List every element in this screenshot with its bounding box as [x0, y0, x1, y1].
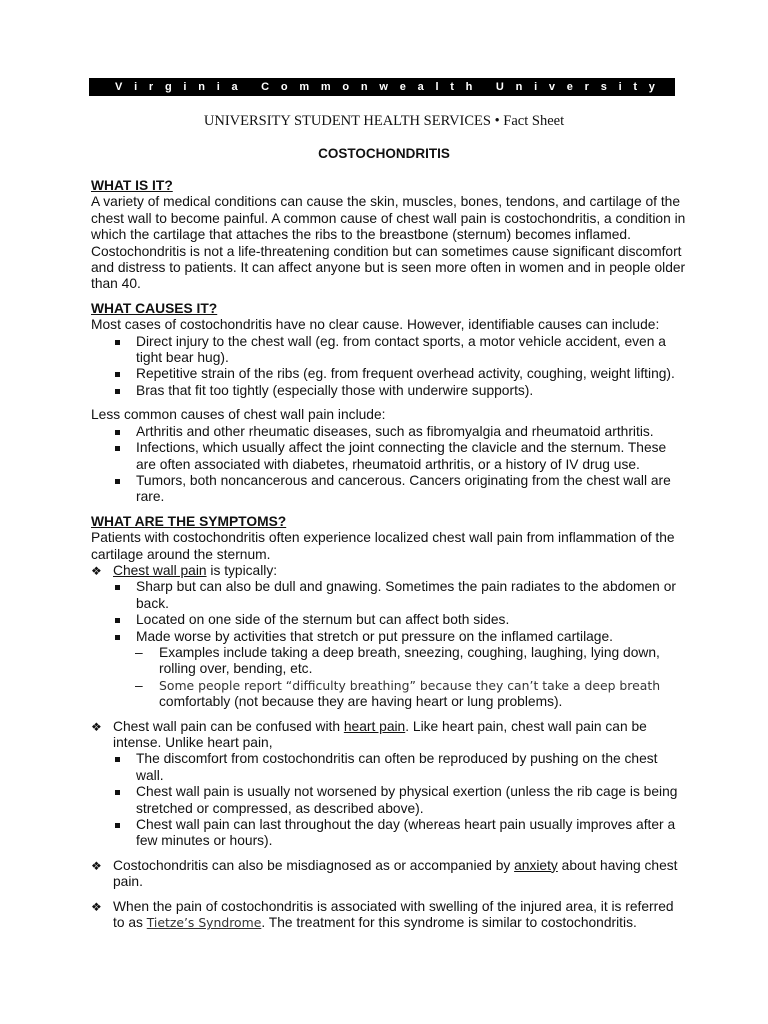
banner-letter: r	[148, 81, 154, 93]
banner-letter: l	[435, 81, 439, 93]
list-item: Infections, which usually affect the joint connecting the clavicle and the sternum. These are often associated with diabetes, rheumatoid arthritis, or a history of IV drug use.	[91, 440, 686, 473]
symptoms-list	[91, 719, 686, 752]
banner-letter: t	[633, 81, 638, 93]
banner-letter: C	[261, 81, 270, 93]
list-item	[91, 719, 686, 752]
banner-letter: U	[495, 81, 504, 93]
list-item	[91, 858, 686, 891]
section-paragraph: Less common causes of chest wall pain include:	[91, 407, 386, 423]
diamond-bullet-icon: ❖	[91, 858, 102, 873]
list-item	[91, 899, 686, 932]
banner-letter: i	[216, 81, 220, 93]
list-item: The discomfort from costochondritis can often be reproduced by pushing on the chest wall.	[91, 751, 686, 784]
banner-letter: n	[515, 81, 523, 93]
sub-list-item	[91, 678, 686, 711]
banner-letter: i	[618, 81, 622, 93]
banner-letter: o	[342, 81, 350, 93]
banner-letter: g	[164, 81, 172, 93]
list-item: Arthritis and other rheumatic diseases, such as fibromyalgia and rheumatoid arthritis.	[91, 424, 686, 440]
banner-letter: a	[417, 81, 424, 93]
banner-letter: s	[600, 81, 607, 93]
banner-letter: r	[584, 81, 589, 93]
diamond-bullet-icon: ❖	[91, 899, 102, 914]
document-body	[91, 178, 686, 931]
sub-list-item: – Examples include taking a deep breath, sneezing, coughing, laughing, lying down, rolling over, bending, etc.	[91, 645, 686, 678]
document-title: COSTOCHONDRITIS	[318, 146, 450, 161]
symptoms-list	[91, 563, 686, 579]
banner-letter: o	[280, 81, 288, 93]
list-item: Sharp but can also be dull and gnawing. Sometimes the pain radiates to the abdomen or back.	[91, 579, 686, 612]
list-item: Tumors, both noncancerous and cancerous. Cancers originating from the chest wall are rare.	[91, 473, 686, 506]
list-item-text: Costochondritis can also be misdiagnosed as or accompanied by	[113, 857, 515, 873]
banner-letter: h	[465, 81, 473, 93]
banner-letter: y	[648, 81, 655, 93]
banner-letter: a	[231, 81, 238, 93]
banner-letter: m	[320, 81, 331, 93]
list-item: Repetitive strain of the ribs (eg. from frequent overhead activity, coughing, weight lifting).	[91, 366, 686, 382]
list-item: Located on one side of the sternum but can affect both sides.	[91, 612, 686, 628]
section-heading-symptoms: WHAT ARE THE SYMPTOMS?	[91, 513, 287, 529]
banner-letter: w	[379, 81, 388, 93]
diamond-bullet-icon: ❖	[91, 719, 102, 734]
list-item: Chest wall pain can last throughout the day (whereas heart pain usually improves after a few minutes or hours).	[91, 817, 686, 850]
anxiety-link[interactable]: anxiety	[514, 857, 558, 873]
causes-list	[91, 334, 686, 400]
list-item: Bras that fit too tightly (especially those with underwire supports).	[91, 383, 686, 399]
less-common-causes-list	[91, 424, 686, 506]
fact-sheet-subtitle: UNIVERSITY STUDENT HEALTH SERVICES • Fact Sheet	[203, 113, 565, 129]
banner-letter: i	[134, 81, 138, 93]
list-item-text: Chest wall pain can be confused with	[113, 718, 344, 734]
diamond-bullet-icon: ❖	[91, 563, 102, 578]
symptoms-list	[91, 899, 686, 932]
banner-letter: v	[548, 81, 556, 93]
list-item-text: about having chest pain.	[113, 857, 678, 890]
section-paragraph: A variety of medical conditions can cause the skin, muscles, bones, tendons, and cartilage of the chest wall to become painful. A common cause of chest wall pain is costochondritis, a condition in which the cartilage that attaches the ribs to the breastbone (sternum) becomes inflamed. Costochondritis is not a life-threatening condition but can sometimes cause significant discomfort and distress to patients. It can affect anyone but is seen more often in women and in people older than 40.	[91, 194, 686, 292]
section-heading-what-causes-it: WHAT CAUSES IT?	[91, 300, 218, 316]
list-item: Direct injury to the chest wall (eg. from contact sports, a motor vehicle accident, even a tight bear hug).	[91, 334, 686, 367]
section-paragraph: Patients with costochondritis often experience localized chest wall pain from inflammation of the cartilage around the sternum.	[91, 530, 675, 562]
list-item: Made worse by activities that stretch or put pressure on the inflamed cartilage.	[91, 629, 686, 645]
banner-letter: i	[534, 81, 538, 93]
university-banner	[89, 78, 675, 96]
list-item-text: is typically:	[206, 562, 278, 578]
banner-letter: i	[183, 81, 187, 93]
banner-letter: m	[299, 81, 310, 93]
list-item	[91, 563, 686, 579]
heart-pain-comparison-list	[91, 751, 686, 849]
section-heading-what-is-it: WHAT IS IT?	[91, 178, 173, 193]
pain-characteristics-list	[91, 579, 686, 710]
list-item: Chest wall pain is usually not worsened by physical exertion (unless the rib cage is being stretched or compressed, as described above).	[91, 784, 686, 817]
list-item-text: . The treatment for this syndrome is similar to costochondritis.	[261, 915, 637, 931]
banner-letter: t	[450, 81, 454, 93]
chest-wall-pain-link[interactable]: Chest wall pain	[113, 562, 207, 578]
sub-list-text: Some people report “difficulty breathing” because they can’t take a deep breath	[159, 677, 661, 693]
banner-letter: e	[399, 81, 406, 93]
tietzes-syndrome-link[interactable]: Tietze’s Syndrome	[146, 915, 262, 931]
banner-letter: n	[360, 81, 368, 93]
sub-list-text: comfortably (not because they are having heart or lung problems).	[159, 694, 563, 710]
banner-letter: V	[115, 81, 123, 93]
list-item-text: . Like heart pain, chest wall pain can be intense. Unlike heart pain,	[113, 718, 647, 750]
banner-letter: n	[198, 81, 205, 93]
section-paragraph: Most cases of costochondritis have no clear cause. However, identifiable causes can include:	[91, 317, 660, 333]
banner-letter: e	[566, 81, 573, 93]
list-item-text: When the pain of costochondritis is associated with swelling of the injured area, it is referred to as	[113, 898, 674, 931]
symptoms-list	[91, 858, 686, 891]
heart-pain-link[interactable]: heart pain	[343, 718, 406, 734]
